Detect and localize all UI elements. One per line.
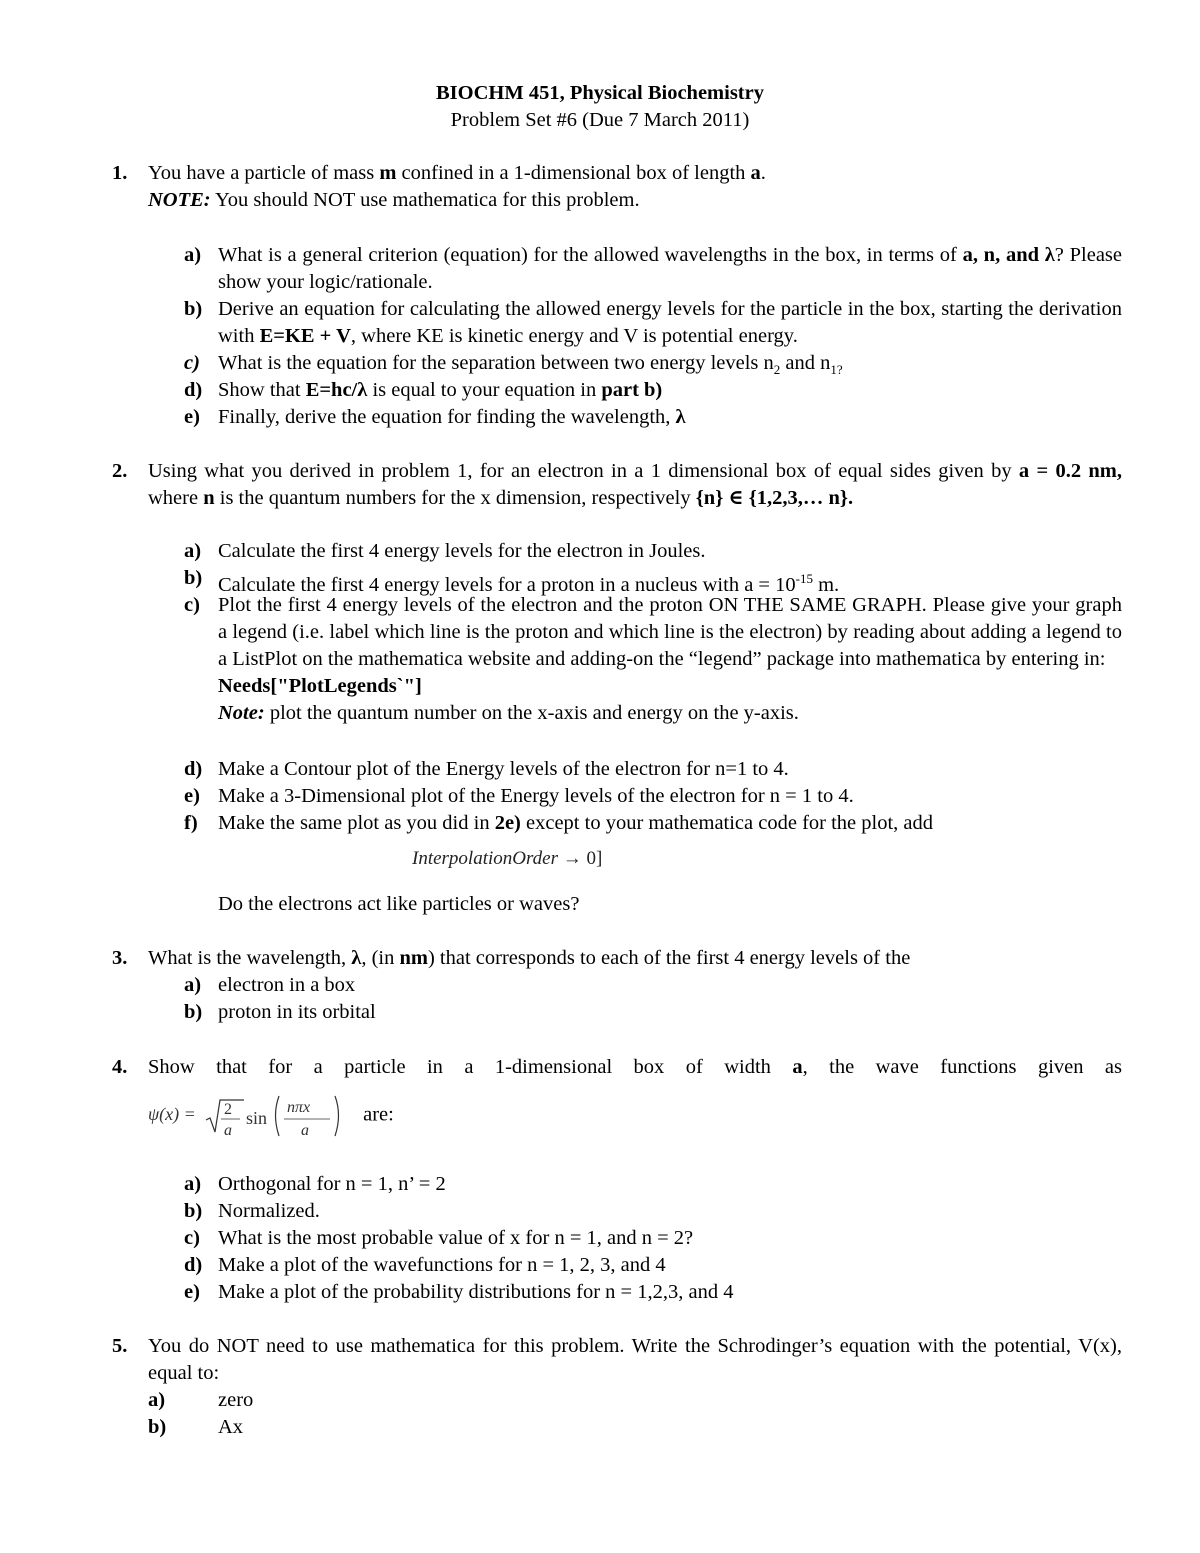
bold-text: λ (351, 947, 362, 969)
question-number: 3. (112, 947, 128, 969)
text: is equal to your equation in (367, 379, 602, 401)
question-number: 5. (112, 1335, 128, 1357)
item-text: Make a plot of the wavefunctions for n = 1, 2, 3, and 4 (218, 1254, 666, 1276)
bold-text: nm (399, 947, 428, 969)
question-number: 4. (112, 1056, 128, 1078)
item-text: Make a plot of the probability distributions for n = 1,2,3, and 4 (218, 1281, 734, 1303)
bold-text: a (750, 162, 761, 184)
question-text (148, 1054, 1122, 1081)
are-text: are: (358, 1103, 394, 1126)
item-label: b) (184, 298, 203, 320)
text: confined in a 1-dimensional box of length (396, 162, 751, 184)
bold-text: and λ (1005, 244, 1055, 266)
text: You have a particle of mass (148, 162, 380, 184)
q2-item-c (184, 592, 1122, 727)
question-1 (112, 160, 1122, 214)
bold-text: a, n, (962, 244, 1001, 266)
q2-item-e (184, 783, 1122, 810)
subscript: 2 (773, 362, 781, 378)
item-text: What is the most probable value of x for n = 1, and n = 2? (218, 1227, 694, 1249)
text: , (in (361, 947, 400, 969)
q1-item-b (184, 296, 1122, 350)
sqrt-numerator: 2 (224, 1101, 232, 1118)
item-text: Calculate the first 4 energy levels for the electron in Joules. (218, 540, 706, 562)
item-label: d) (184, 758, 203, 780)
item-label: d) (184, 379, 203, 401)
q4-item-d (184, 1252, 1122, 1279)
item-text (218, 592, 1122, 727)
question-4 (112, 1054, 1122, 1081)
superscript: -15 (795, 571, 813, 586)
item-label: a) (184, 540, 202, 562)
item-text: electron in a box (218, 974, 356, 996)
q4-item-b (184, 1198, 1122, 1225)
q3-item-a (184, 972, 1122, 999)
item-label: b) (184, 567, 203, 589)
q2-followup (184, 891, 1122, 918)
bold-text: a (792, 1056, 803, 1078)
note-label: Note: (218, 702, 265, 724)
text: Make the same plot as you did in (218, 812, 495, 834)
note-label: NOTE: (148, 189, 211, 211)
q1-item-a (184, 242, 1122, 296)
text: What is the wavelength, (148, 947, 352, 969)
sqrt-denominator: a (224, 1122, 232, 1139)
text: m. (812, 573, 840, 596)
item-text (218, 242, 1122, 296)
item-label: b) (184, 1001, 203, 1023)
note-text: plot the quantum number on the x-axis and energy on the y-axis. (264, 702, 799, 724)
item-text: proton in its orbital (218, 1001, 376, 1023)
text: ? Please show your logic/rationale. (218, 244, 1122, 293)
item-text (218, 377, 1122, 404)
fraction-numerator: nπx (287, 1099, 311, 1116)
item-text (218, 810, 1122, 837)
wavefunction-formula (148, 1090, 358, 1140)
bold-text: E=hc/λ (305, 379, 368, 401)
page-subtitle: Problem Set #6 (Due 7 March 2011) (450, 109, 750, 131)
formula-text: InterpolationOrder → (412, 848, 587, 869)
bold-text: E=KE + V (259, 325, 351, 347)
question-text (148, 160, 1122, 214)
item-label: e) (184, 1281, 200, 1303)
text: , where KE is kinetic energy and V is potential energy. (350, 325, 798, 347)
item-label: e) (184, 406, 200, 428)
bold-text: a (1018, 460, 1030, 482)
bold-text: = 0.2 nm, (1036, 460, 1122, 482)
bold-text: m (379, 162, 397, 184)
bold-text: part b) (601, 379, 663, 401)
question-text (148, 458, 1122, 512)
text: and n (780, 352, 831, 374)
bold-text: 2e) (494, 812, 521, 834)
item-text: Make a Contour plot of the Energy levels of the electron for n=1 to 4. (218, 758, 789, 780)
interpolation-formula (412, 845, 602, 872)
formula-value: 0] (586, 848, 603, 869)
text: except to your mathematica code for the plot, add (520, 812, 934, 834)
item-label: e) (184, 785, 200, 807)
question-2 (112, 458, 1122, 512)
text: where (148, 487, 204, 509)
q2-item-f (184, 810, 1122, 837)
q4-item-e (184, 1279, 1122, 1306)
item-label: c) (184, 352, 200, 374)
right-paren (335, 1096, 339, 1136)
text: Show that for a particle in a 1-dimensional box of width (148, 1056, 793, 1078)
text: Finally, derive the equation for finding the wavelength, (218, 406, 676, 428)
item-text: Make a 3-Dimensional plot of the Energy levels of the electron for n = 1 to 4. (218, 785, 854, 807)
text: Using what you derived in problem 1, for an electron in a 1 dimensional box of equal sides given by (148, 460, 1019, 482)
item-text: zero (218, 1389, 254, 1411)
subscript: 1? (830, 362, 843, 378)
fraction-denominator: a (301, 1122, 309, 1139)
q2-item-d (184, 756, 1122, 783)
q5-item-b (148, 1414, 1122, 1441)
q1-item-d (184, 377, 1122, 404)
page-title: BIOCHM 451, Physical Biochemistry (436, 82, 764, 104)
item-text: Ax (218, 1416, 244, 1438)
text: . (760, 162, 766, 184)
item-label: a) (184, 244, 202, 266)
text: Show that (218, 379, 306, 401)
q2-item-a (184, 538, 1122, 565)
text: What is the equation for the separation between two energy levels n (218, 352, 774, 374)
item-label: d) (184, 1254, 203, 1276)
bold-text: λ (675, 406, 686, 428)
bold-text: n (203, 487, 215, 509)
item-label: c) (184, 594, 200, 616)
item-text: Orthogonal for n = 1, n’ = 2 (218, 1173, 446, 1195)
item-text: Normalized. (218, 1200, 320, 1222)
q4-item-c (184, 1225, 1122, 1252)
text: is the quantum numbers for the x dimension, respectively (214, 487, 696, 509)
q5-item-a (148, 1387, 1122, 1414)
sin-label: sin (246, 1108, 268, 1128)
followup-question: Do the electrons act like particles or waves? (218, 893, 580, 915)
question-text (148, 945, 1122, 972)
code-snippet: Needs["PlotLegends`"] (218, 675, 422, 697)
item-text (218, 296, 1122, 350)
wavefunction-equation (148, 1090, 394, 1140)
item-label: a) (184, 1173, 202, 1195)
item-label: a) (148, 1389, 166, 1411)
note-text: You should NOT use mathematica for this problem. (210, 189, 640, 211)
question-3 (112, 945, 1122, 972)
text: Derive an equation for calculating the allowed energy levels for the particle in the box, starting the derivation with (218, 298, 1122, 347)
item-label: c) (184, 1227, 200, 1249)
text: , the wave functions given as (802, 1056, 1122, 1078)
psi-label: ψ(x) = (148, 1104, 196, 1124)
left-paren (276, 1096, 280, 1136)
question-number: 1. (112, 162, 128, 184)
question-number: 2. (112, 460, 128, 482)
text: Calculate the first 4 energy levels for a proton in a nucleus with a = 10 (218, 573, 796, 596)
item-label: b) (148, 1416, 167, 1438)
text: ) that corresponds to each of the first 4 energy levels of the (427, 947, 911, 969)
item-label: b) (184, 1200, 203, 1222)
bold-text: {n} ∈ {1,2,3,… n}. (695, 487, 854, 509)
text: What is a general criterion (equation) for the allowed wavelengths in the box, in terms of (218, 244, 963, 266)
q4-item-a (184, 1171, 1122, 1198)
q3-item-b (184, 999, 1122, 1026)
item-label: f) (184, 812, 198, 834)
question-5 (112, 1333, 1122, 1387)
q1-item-e (184, 404, 1122, 431)
question-text: You do NOT need to use mathematica for this problem. Write the Schrodinger’s equation with the potential, V(x), equal to: (148, 1335, 1122, 1384)
item-text (218, 404, 1122, 431)
item-label: a) (184, 974, 202, 996)
text: Plot the first 4 energy levels of the electron and the proton ON THE SAME GRAPH. Please give your graph a legend (i.e. label which line is the proton and which line is the electron) by reading about adding a legend to a ListPlot on the mathematica website and adding-on the “legend” package into mathematica by entering in: (218, 594, 1122, 670)
